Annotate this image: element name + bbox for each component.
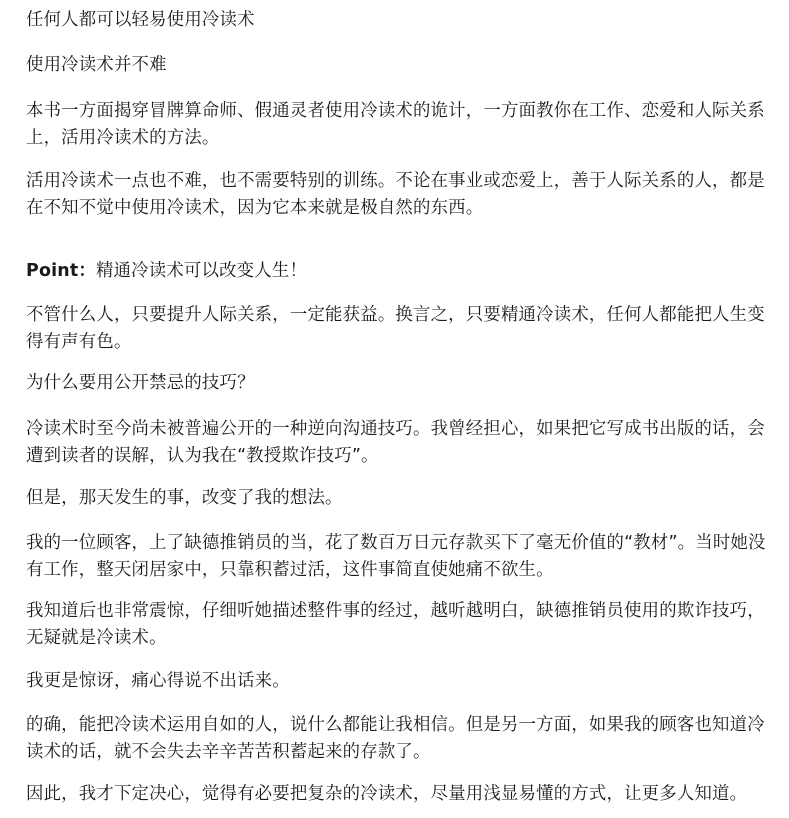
- paragraph: 但是，那天发生的事，改变了我的想法。: [26, 488, 343, 508]
- paragraph: 冷读术时至今尚未被普遍公开的一种逆向沟通技巧。我曾经担心，如果把它写成书出版的话，会遭到读者的误解，认为我在“教授欺诈技巧”。: [26, 419, 765, 466]
- paragraph: 本书一方面揭穿冒牌算命师、假通灵者使用冷读术的诡计，一方面教你在工作、恋爱和人际关系上，活用冷读术的方法。: [26, 101, 765, 148]
- section-question: 为什么要用公开禁忌的技巧？: [26, 373, 255, 393]
- paragraph: 的确，能把冷读术运用自如的人，说什么都能让我相信。但是另一方面，如果我的顾客也知道冷读术的话，就不会失去辛辛苦苦积蓄起来的存款了。: [26, 715, 765, 762]
- point-label: Point：: [26, 261, 96, 281]
- paragraph: 我更是惊讶，痛心得说不出话来。: [26, 671, 290, 691]
- paragraph: 活用冷读术一点也不难，也不需要特别的训练。不论在事业或恋爱上，善于人际关系的人，都是在不知不觉中使用冷读术，因为它本来就是极自然的东西。: [26, 171, 765, 218]
- paragraph: 我知道后也非常震惊，仔细听她描述整件事的经过，越听越明白，缺德推销员使用的欺诈技巧，无疑就是冷读术。: [26, 601, 765, 648]
- paragraph: 我的一位顾客，上了缺德推销员的当，花了数百万日元存款买下了毫无价值的“教材”。当时她没有工作，整天闭居家中，只靠积蓄过活，这件事简直使她痛不欲生。: [26, 533, 766, 580]
- paragraph: 不管什么人，只要提升人际关系，一定能获益。换言之，只要精通冷读术，任何人都能把人生变得有声有色。: [26, 305, 765, 352]
- point-text: 精通冷读术可以改变人生！: [95, 261, 308, 281]
- document-title: 任何人都可以轻易使用冷读术: [26, 10, 255, 30]
- point-heading: [26, 258, 766, 285]
- paragraph: 因此，我才下定决心，觉得有必要把复杂的冷读术，尽量用浅显易懂的方式，让更多人知道。: [26, 784, 748, 804]
- section-subtitle: 使用冷读术并不难: [26, 55, 167, 75]
